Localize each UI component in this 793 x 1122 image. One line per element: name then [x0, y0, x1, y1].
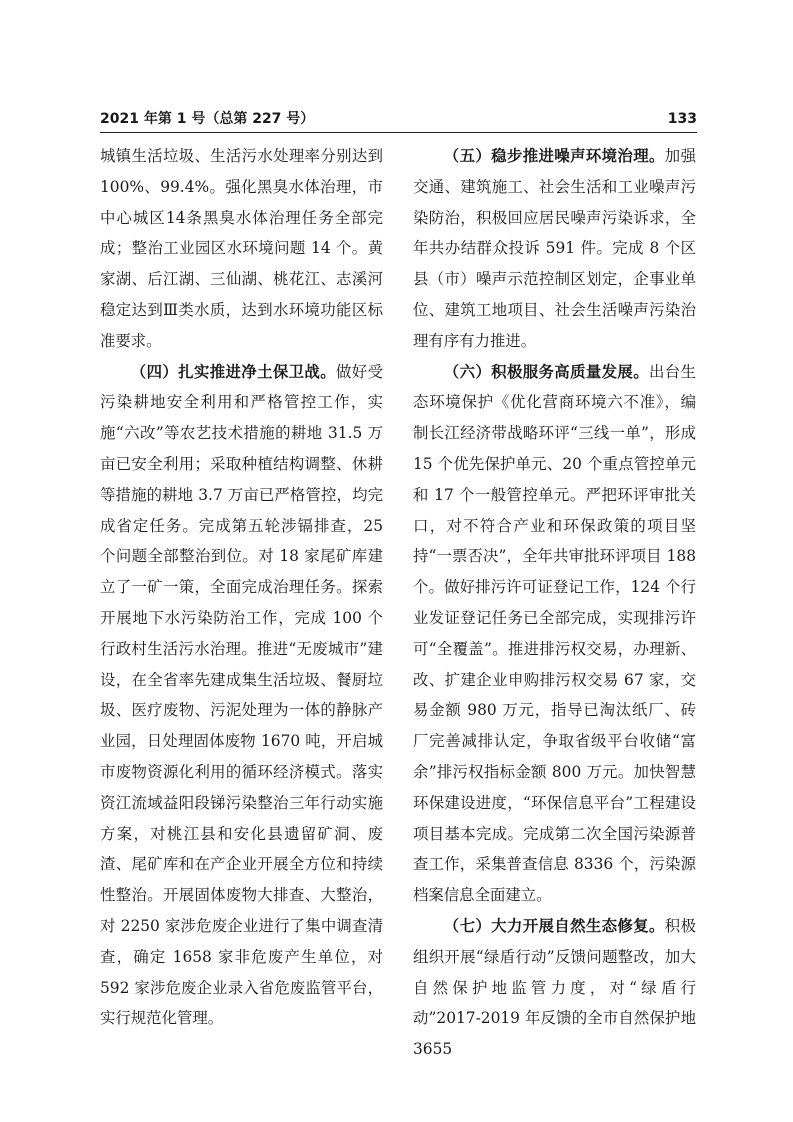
paragraph-soil-protection	[100, 357, 383, 1035]
section-heading-development: （六）积极服务高质量发展。	[443, 362, 650, 381]
issue-label: 2021 年第 1 号（总第 227 号）	[100, 111, 315, 127]
section-heading-soil: （四）扎实推进净土保卫战。	[130, 362, 337, 381]
paragraph-body: 做好受污染耕地安全利用和严格管控工作，实施“六改”等农艺技术措施的耕地 31.5 万亩已安全利用；采取种植结构调整、休耕等措施的耕地 3.7 万亩已严格管控，均完成省定任务。完成第五轮涉镉排查，25 个问题全部整治到位。对 18 家尾矿库建立了一矿一策，全面完成治理任务。探索开展地下水污染防治工作，完成 100 个行政村生活污水治理。推进“无废城市”建设，在全省率先建成集生活垃圾、餐厨垃圾、医疗废物、污泥处理为一体的静脉产业园，日处理固体废物 1670 吨，开启城市废物资源化利用的循环经济模式。落实资江流域益阳段锑污染整治三年行动实施方案，对桃江县和安化县遗留矿洞、废渣、尾矿库和在产企业开展全方位和持续性整治。开展固体废物大排查、大整治，对 2250 家涉危废企业进行了集中调查清查，确定 1658 家非危废产生单位，对 592 家涉危废企业录入省危废监管平台，实行规范化管理。	[100, 362, 383, 1028]
right-column	[413, 141, 696, 1065]
paragraph-ecology	[413, 911, 696, 1065]
left-column	[100, 141, 383, 1034]
paragraph-body: 出台生态环境保护《优化营商环境六不准》，编制长江经济带战略环评“三线一单”，形成 15 个优先保护单元、20 个重点管控单元和 17 个一般管控单元。严把环评审批关口，对不符合产业和环保政策的项目坚持“一票否决”，全年共审批环评项目 188 个。做好排污许可证登记工作，124 个行业发证登记任务已全部完成，实现排污许可“全覆盖”。推进排污权交易，办理新、改、扩建企业申购排污权交易 67 家，交易金额 980 万元，指导已淘汰纸厂、砖厂完善减排认定，争取省级平台收储“富余”排污权指标金额 800 万元。加快智慧环保建设进度，“环保信息平台”工程建设项目基本完成。完成第二次全国污染源普查工作，采集普查信息 8336 个，污染源档案信息全面建立。	[413, 362, 696, 905]
page-header	[100, 108, 697, 133]
section-heading-ecology: （七）大力开展自然生态修复。	[443, 916, 665, 935]
paragraph-body: 积极组织开展“绿盾行动”反馈问题整改，加大自然保护地监管力度，对“绿盾行动”2017-2019 年反馈的全市自然保护地 3655	[413, 916, 696, 1059]
paragraph-development	[413, 357, 696, 911]
page-number: 133	[667, 111, 697, 127]
paragraph-body: 加强交通、建筑施工、社会生活和工业噪声污染防治，积极回应居民噪声污染诉求，全年共办结群众投诉 591 件。完成 8 个区县（市）噪声示范控制区划定，企事业单位、建筑工地项目、社会生活噪声污染治理有序有力推进。	[413, 147, 696, 350]
paragraph-water-treatment: 城镇生活垃圾、生活污水处理率分别达到100%、99.4%。强化黑臭水体治理，市中心城区14条黑臭水体治理任务全部完成；整治工业园区水环境问题 14 个。黄家湖、后江湖、三仙湖、桃花江、志溪河稳定达到Ⅲ类水质，达到水环境功能区标准要求。	[100, 147, 383, 350]
section-heading-noise: （五）稳步推进噪声环境治理。	[443, 147, 665, 165]
paragraph-noise	[413, 141, 696, 357]
